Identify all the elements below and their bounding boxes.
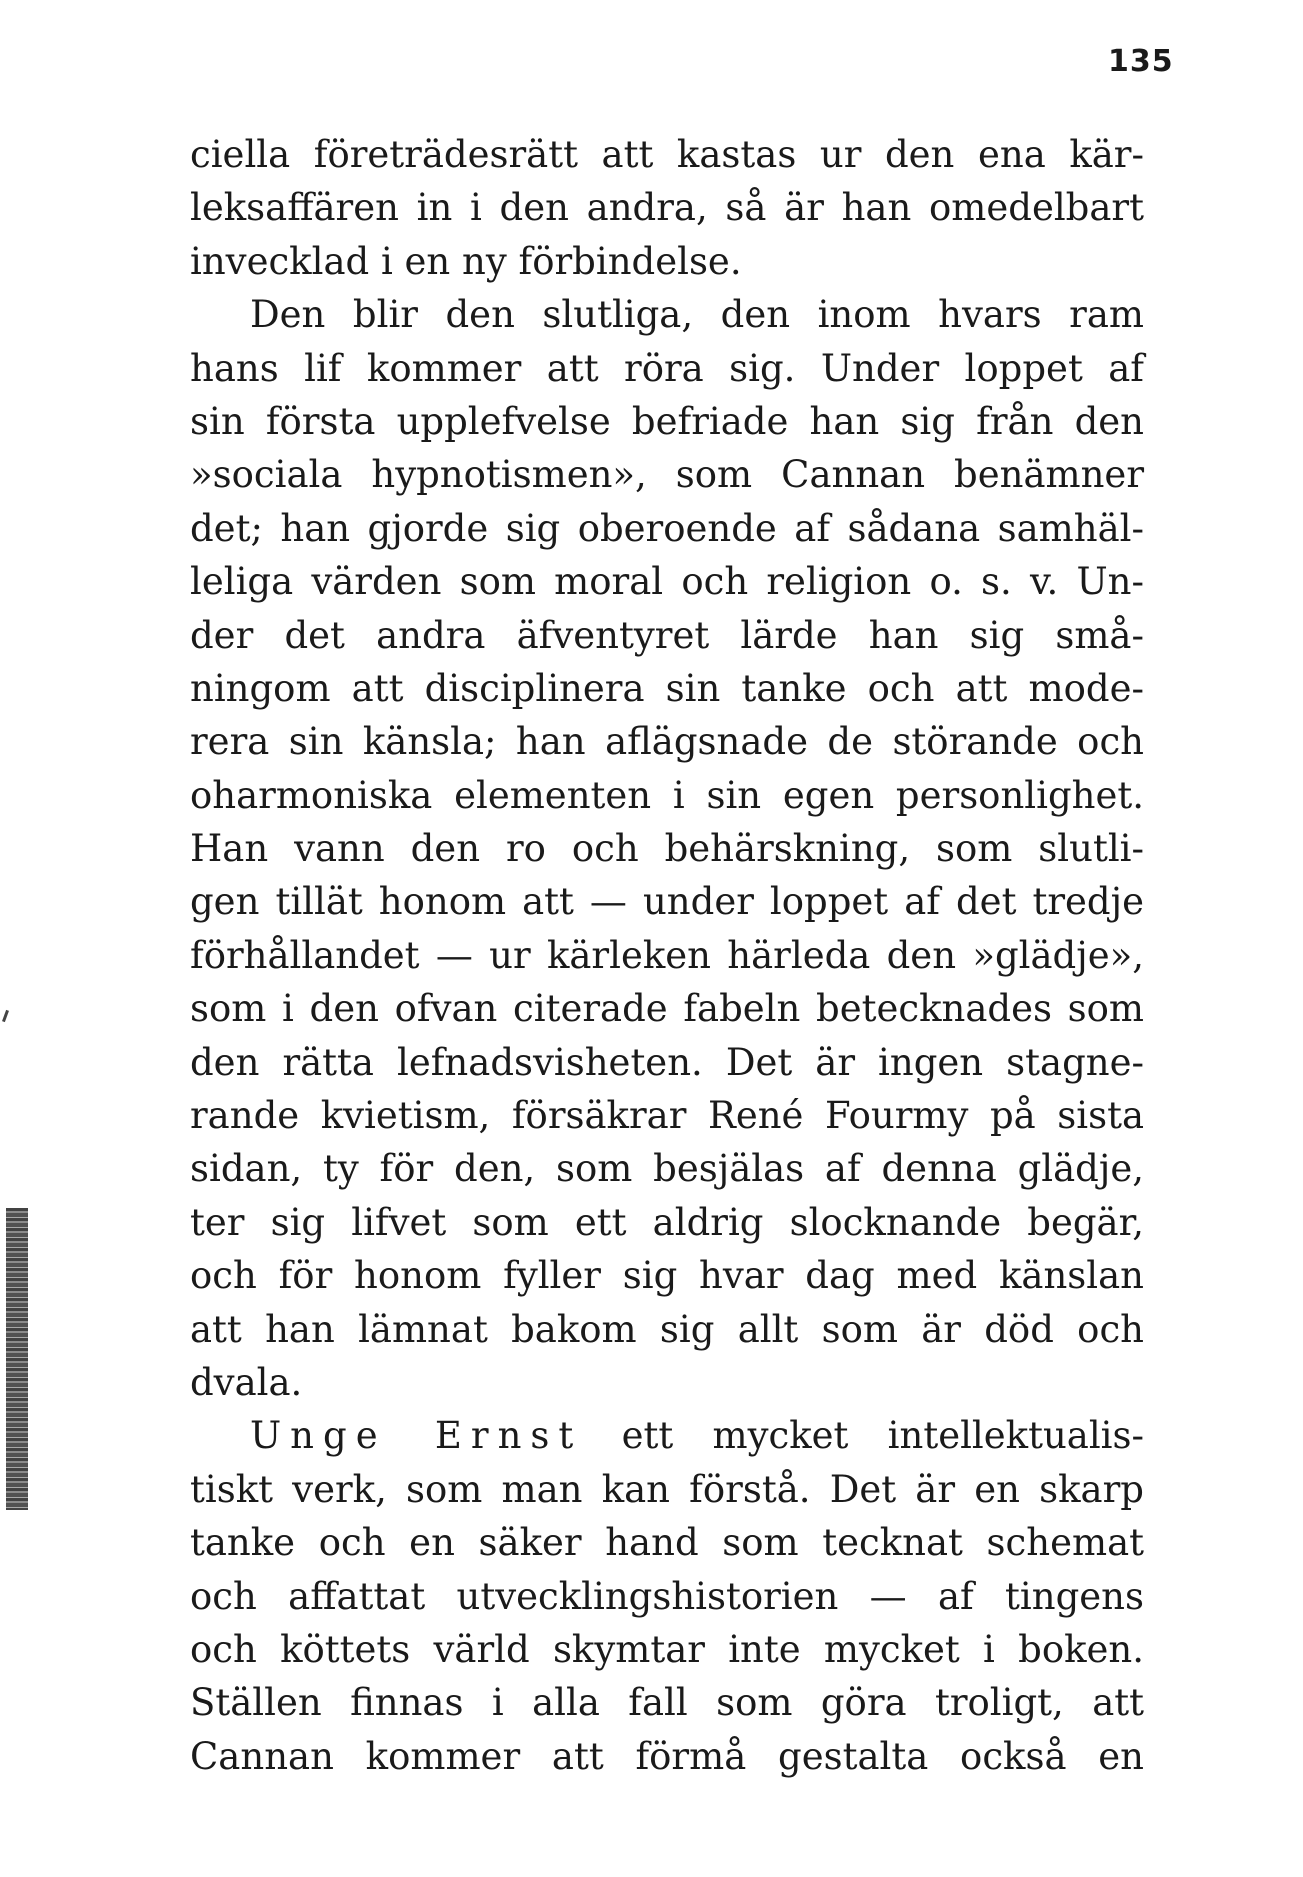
- text-line: det; han gjorde sig oberoende af sådana samhäl-: [190, 506, 1144, 550]
- text-line: Den blir den slutliga, den inom hvars ram: [250, 293, 1144, 337]
- text-line: »sociala hypnotismen», som Cannan benämner: [190, 453, 1144, 497]
- text-line: der det andra äfventyret lärde han sig små-: [190, 613, 1144, 657]
- page-number: 135: [1108, 44, 1174, 79]
- spaced-book-title: Unge Ernst: [250, 1414, 583, 1458]
- text-line: Cannan kommer att förmå gestalta också en: [190, 1734, 1144, 1778]
- text-line: ter sig lifvet som ett aldrig slocknande begär,: [190, 1200, 1144, 1244]
- scan-artifact-mark: [2, 1010, 9, 1022]
- text-line: dvala.: [190, 1360, 303, 1404]
- text-line: rande kvietism, försäkrar René Fourmy på sista: [190, 1094, 1144, 1138]
- text-line-rest: ett mycket intellektualis-: [621, 1414, 1144, 1458]
- text-line: och köttets värld skymtar inte mycket i boken.: [190, 1627, 1144, 1671]
- text-line: som i den ofvan citerade fabeln betecknades som: [190, 987, 1144, 1031]
- text-line: rera sin känsla; han aflägsnade de störande och: [190, 720, 1144, 764]
- text-line: oharmoniska elementen i sin egen personlighet.: [190, 773, 1144, 817]
- text-line: hans lif kommer att röra sig. Under loppet af: [190, 346, 1144, 390]
- text-line: Ställen finnas i alla fall som göra troligt, att: [190, 1681, 1144, 1725]
- text-line: Han vann den ro och behärskning, som slutli-: [190, 827, 1144, 871]
- text-line: sin första upplefvelse befriade han sig från den: [190, 399, 1144, 443]
- body-text: [190, 128, 1144, 1783]
- text-line: den rätta lefnadsvisheten. Det är ingen stagne-: [190, 1040, 1144, 1084]
- text-line: förhållandet — ur kärleken härleda den »glädje»,: [190, 933, 1144, 977]
- text-line: tanke och en säker hand som tecknat schemat: [190, 1521, 1144, 1565]
- scan-artifact-bar: [6, 1208, 28, 1510]
- text-line: invecklad i en ny förbindelse.: [190, 239, 742, 283]
- text-line: ningom att disciplinera sin tanke och att mode-: [190, 666, 1144, 710]
- text-line: [190, 1409, 1144, 1462]
- text-line: sidan, ty för den, som besjälas af denna glädje,: [190, 1147, 1144, 1191]
- text-line: tiskt verk, som man kan förstå. Det är en skarp: [190, 1467, 1144, 1511]
- text-line: gen tillät honom att — under loppet af det tredje: [190, 880, 1144, 924]
- text-line: leksaffären in i den andra, så är han omedelbart: [190, 186, 1144, 230]
- text-line: leliga värden som moral och religion o. s. v. Un-: [190, 560, 1144, 604]
- text-line: och för honom fyller sig hvar dag med känslan: [190, 1254, 1144, 1298]
- text-line: att han lämnat bakom sig allt som är död och: [190, 1307, 1144, 1351]
- text-line: ciella företrädesrätt att kastas ur den ena kär-: [190, 133, 1144, 176]
- text-line: och affattat utvecklingshistorien — af tingens: [190, 1574, 1144, 1618]
